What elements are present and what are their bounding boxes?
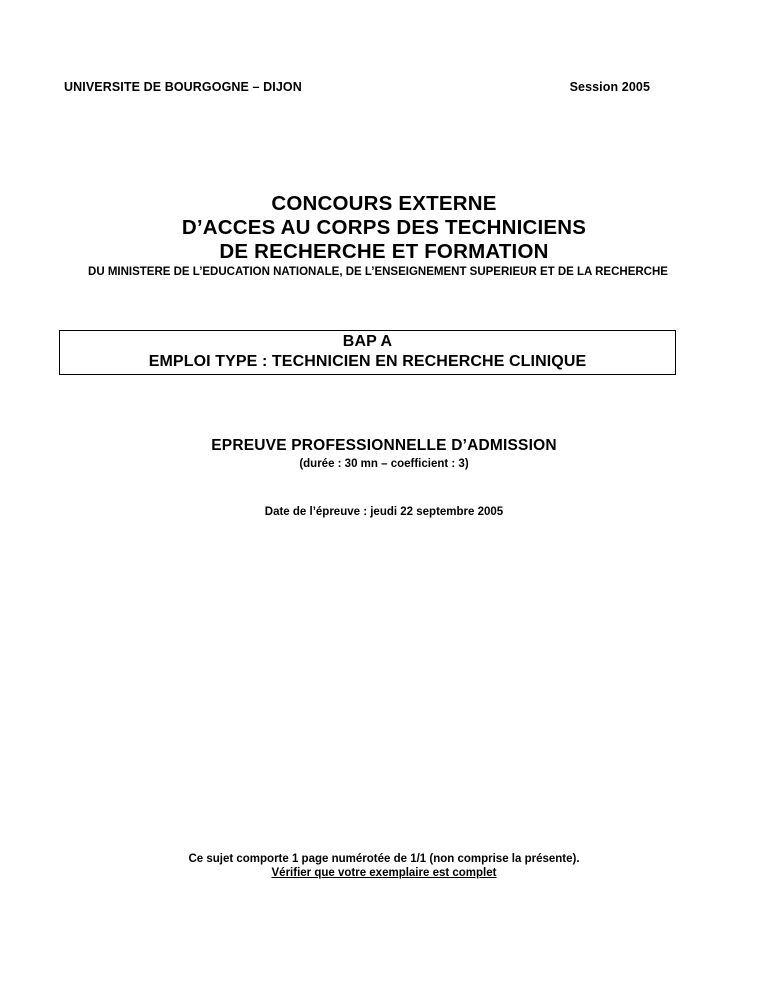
- exam-details: (durée : 30 mn – coefficient : 3): [299, 458, 469, 470]
- footer-notice: [0, 852, 768, 880]
- page-count-notice: Ce sujet comporte 1 page numérotée de 1/1 (non comprise la présente).: [188, 853, 580, 865]
- title-line-3: DE RECHERCHE ET FORMATION: [219, 240, 549, 263]
- title-line-1: CONCOURS EXTERNE: [271, 192, 497, 215]
- exam-date: Date de l’épreuve : jeudi 22 septembre 2005: [264, 506, 504, 518]
- check-copy-notice: Vérifier que votre exemplaire est complet: [271, 867, 497, 879]
- job-type-box: [59, 330, 676, 375]
- session-label: Session 2005: [569, 80, 650, 94]
- exam-block: [0, 437, 768, 471]
- title-block: [0, 192, 768, 279]
- ministry-line: DU MINISTERE DE L’EDUCATION NATIONALE, DE L’ENSEIGNEMENT SUPERIEUR ET DE LA RECHERCHE: [88, 266, 668, 278]
- exam-title: EPREUVE PROFESSIONNELLE D’ADMISSION: [211, 437, 557, 454]
- institution-header: UNIVERSITE DE BOURGOGNE – DIJON: [64, 80, 302, 94]
- title-line-2: D’ACCES AU CORPS DES TECHNICIENS: [181, 216, 587, 239]
- emploi-type-label: EMPLOI TYPE : TECHNICIEN EN RECHERCHE CLINIQUE: [148, 353, 587, 370]
- bap-label: BAP A: [342, 333, 393, 350]
